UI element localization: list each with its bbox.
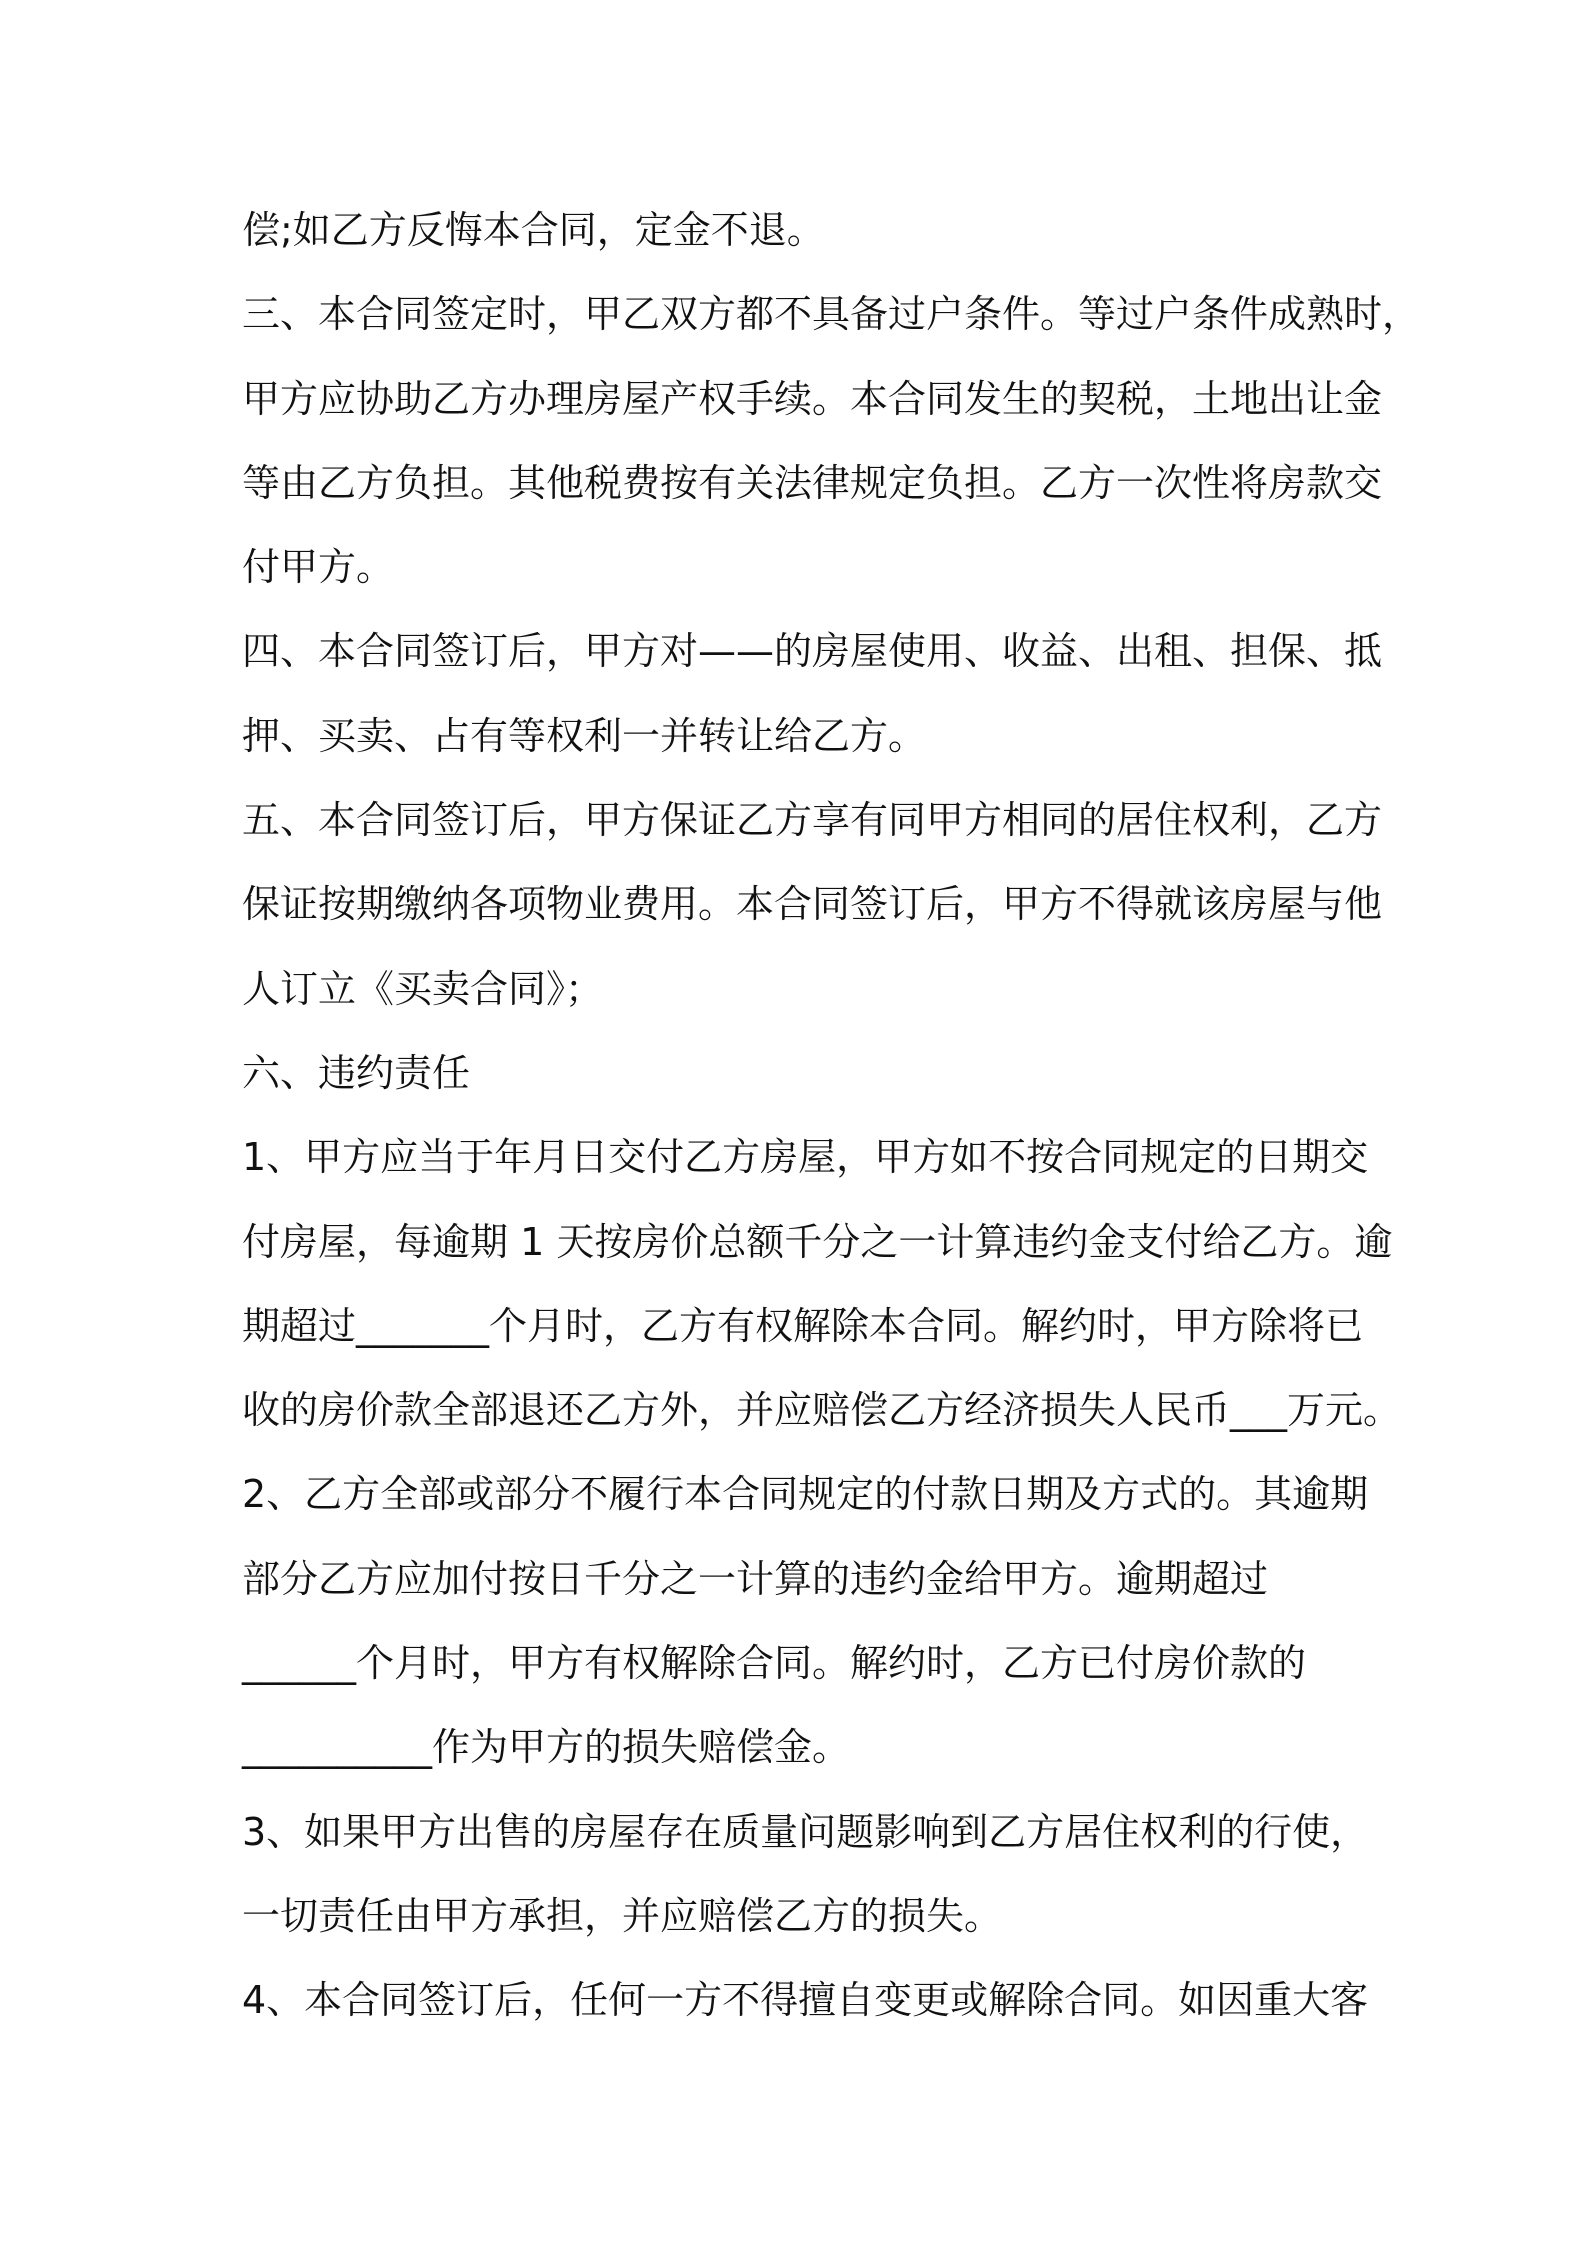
text-line: 期超过_______个月时，乙方有权解除本合同。解约时，甲方除将已 — [242, 1303, 1364, 1348]
text-line: 甲方应协助乙方办理房屋产权手续。本合同发生的契税，土地出让金 — [242, 376, 1383, 421]
text-line: 收的房价款全部退还乙方外，并应赔偿乙方经济损失人民币___万元。 — [242, 1388, 1402, 1433]
contract-text-body — [242, 200, 1421, 2055]
text-line: 4、本合同签订后，任何一方不得擅自变更或解除合同。如因重大客 — [242, 1978, 1369, 2023]
text-line: 付甲方。 — [242, 545, 395, 590]
text-line: ______个月时，甲方有权解除合同。解约时，乙方已付房价款的 — [242, 1641, 1307, 1686]
text-line: 1、甲方应当于年月日交付乙方房屋，甲方如不按合同规定的日期交 — [242, 1135, 1369, 1180]
text-line: 三、本合同签定时，甲乙双方都不具备过户条件。等过户条件成熟时， — [242, 292, 1421, 337]
text-line: 押、买卖、占有等权利一并转让给乙方。 — [242, 713, 927, 758]
text-line: 3、如果甲方出售的房屋存在质量问题影响到乙方居住权利的行使， — [242, 1809, 1369, 1854]
text-line: 2、乙方全部或部分不履行本合同规定的付款日期及方式的。其逾期 — [242, 1472, 1369, 1517]
text-line: 等由乙方负担。其他税费按有关法律规定负担。乙方一次性将房款交 — [242, 460, 1383, 505]
text-line: 四、本合同签订后，甲方对——的房屋使用、收益、出租、担保、抵 — [242, 629, 1383, 674]
text-line: 部分乙方应加付按日千分之一计算的违约金给甲方。逾期超过 — [242, 1556, 1269, 1601]
text-line: __________作为甲方的损失赔偿金。 — [242, 1725, 851, 1770]
text-line: 一切责任由甲方承担，并应赔偿乙方的损失。 — [242, 1893, 1003, 1938]
text-line: 保证按期缴纳各项物业费用。本合同签订后，甲方不得就该房屋与他 — [242, 882, 1383, 927]
section-heading: 六、违约责任 — [242, 1050, 471, 1095]
text-line: 偿;如乙方反悔本合同，定金不退。 — [242, 208, 825, 252]
text-line: 五、本合同签订后，甲方保证乙方享有同甲方相同的居住权利，乙方 — [242, 798, 1383, 843]
text-line: 付房屋，每逾期 1 天按房价总额千分之一计算违约金支付给乙方。逾 — [242, 1219, 1393, 1264]
text-line: 人订立《买卖合同》； — [242, 966, 604, 1011]
